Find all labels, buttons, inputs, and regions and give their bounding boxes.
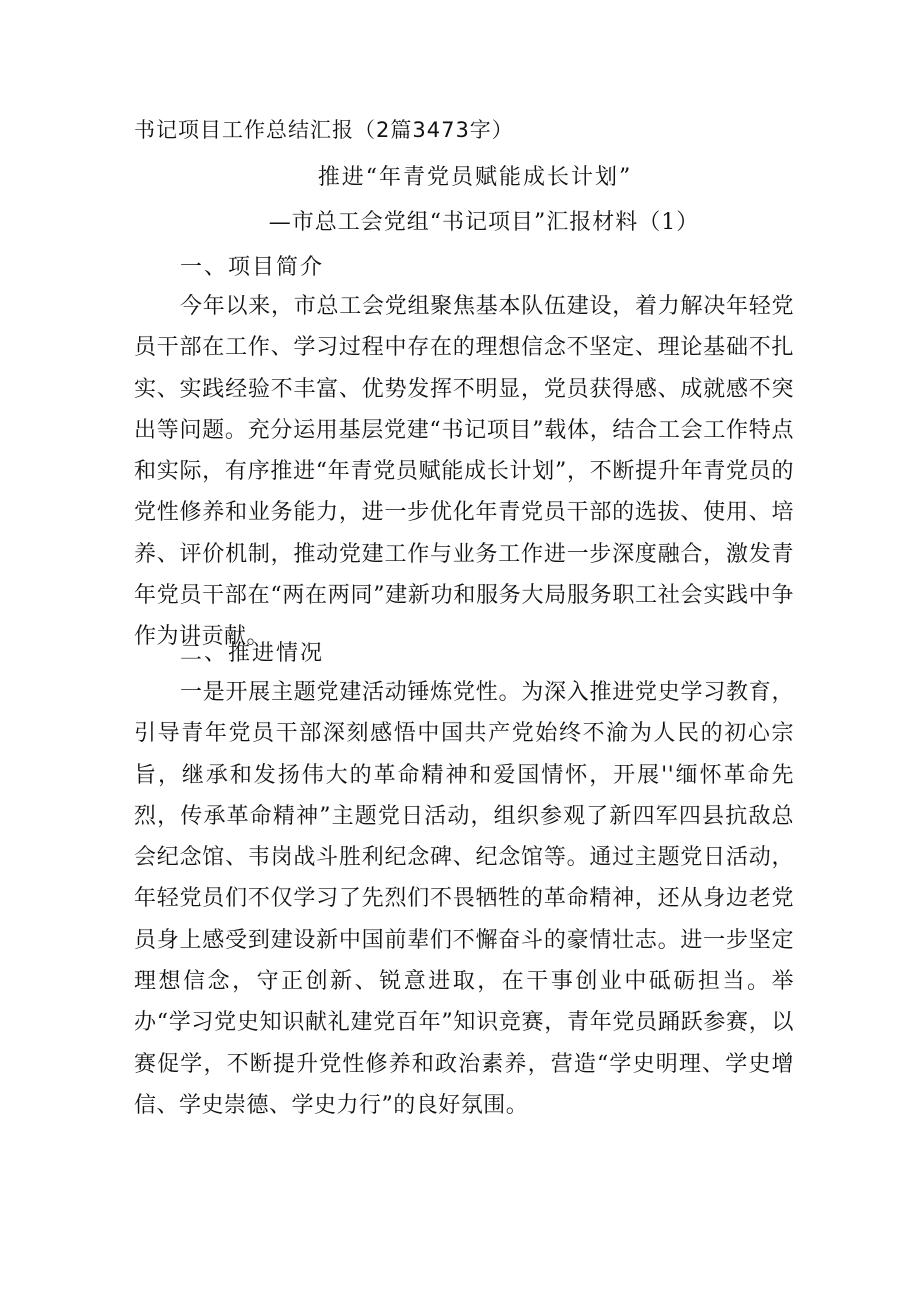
section-heading-intro: 一、项目简介 [180, 255, 325, 280]
sub-title: —市总工会党组“书记项目”汇报材料（1） [268, 210, 700, 235]
section-heading-progress: 二、推进情况 [180, 641, 325, 666]
document-title: 书记项目工作总结汇报（2篇3473字） [134, 118, 514, 142]
main-title: 推进“年青党员赋能成长计划” [317, 165, 633, 190]
paragraph-intro: 今年以来，市总工会党组聚焦基本队伍建设，着力解决年轻党员干部在工作、学习过程中存在的理想信念不坚定、理论基础不扎实、实践经验不丰富、优势发挥不明显，党员获得感、成就感不突出等问题。充分运用基层党建“书记项目”载体，结合工会工作特点和实际，有序推进“年青党员赋能成长计划”，不断提升年青党员的党性修养和业务能力，进一步优化年青党员干部的选拔、使用、培养、评价机制，推动党建工作与业务工作进一步深度融合，激发青年党员干部在“两在两同”建新功和服务大局服务职工社会实践中争作为讲贡献。 [134, 294, 794, 650]
paragraph-progress: 一是开展主题党建活动锤炼党性。为深入推进党史学习教育，引导青年党员干部深刻感悟中国共产党始终不渝为人民的初心宗旨，继承和发扬伟大的革命精神和爱国情怀，开展''缅怀革命先烈，传承革命精神”主题党日活动，组织参观了新四军四县抗敌总会纪念馆、韦岗战斗胜利纪念碑、纪念馆等。通过主题党日活动，年轻党员们不仅学习了先烈们不畏牺牲的革命精神，还从身边老党员身上感受到建设新中国前辈们不懈奋斗的豪情壮志。进一步坚定理想信念，守正创新、锐意进取，在干事创业中砥砺担当。举办“学习党史知识献礼建党百年”知识竞赛，青年党员踊跃参赛，以赛促学，不断提升党性修养和政治素养，营造“学史明理、学史增信、学史崇德、学史力行”的良好氛围。 [134, 680, 794, 1118]
